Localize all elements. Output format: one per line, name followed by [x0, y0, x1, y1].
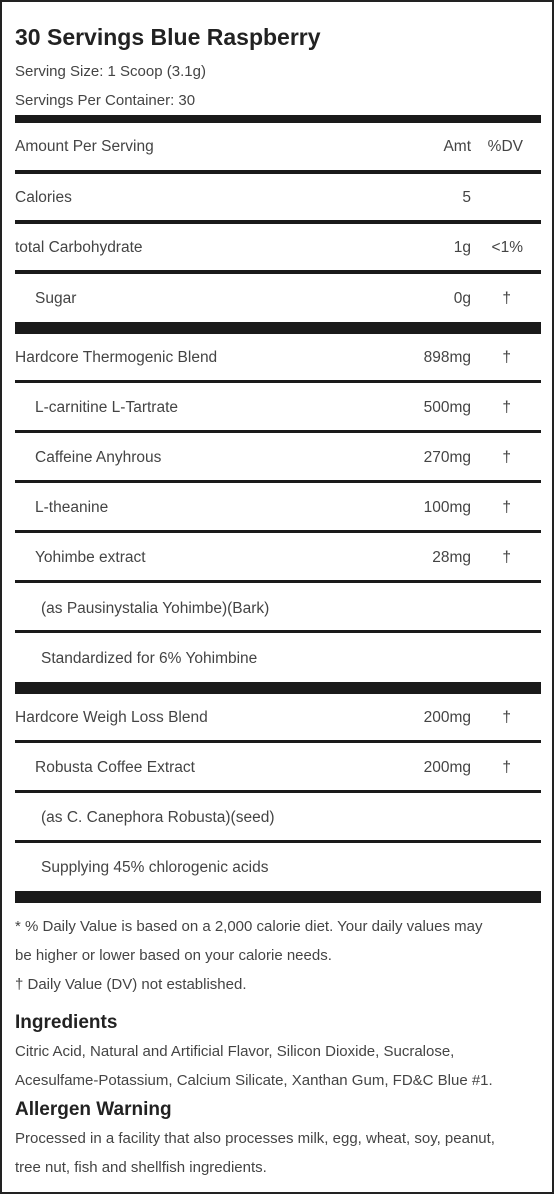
nutrient-amount: 898mg [423, 349, 471, 366]
divider [15, 430, 541, 433]
table-row [15, 189, 541, 211]
table-row [15, 859, 541, 881]
nutrient-amount: 270mg [423, 449, 471, 466]
nutrient-name: Robusta Coffee Extract [35, 759, 195, 776]
divider [15, 630, 541, 633]
amt-column-header: Amt [443, 138, 471, 155]
table-row [15, 290, 541, 312]
nutrient-amount: 5 [462, 189, 471, 206]
nutrient-name: Caffeine Anyhrous [35, 449, 162, 466]
table-row [15, 399, 541, 421]
nutrient-dv: † [502, 449, 511, 466]
nutrient-name: Hardcore Weigh Loss Blend [15, 709, 208, 726]
thick-divider [15, 891, 541, 903]
nutrient-dv: <1% [491, 239, 523, 256]
nutrient-name: Hardcore Thermogenic Blend [15, 349, 218, 366]
table-row [15, 759, 541, 781]
nutrient-name: Standardized for 6% Yohimbine [41, 650, 258, 667]
nutrient-name: Yohimbe extract [35, 549, 146, 566]
divider [15, 530, 541, 533]
table-row [15, 349, 541, 371]
nutrient-name: Sugar [35, 290, 77, 307]
table-row [15, 600, 541, 622]
nutrient-dv: † [502, 349, 511, 366]
nutrient-name: L-carnitine L-Tartrate [35, 399, 179, 416]
nutrient-amount: 500mg [423, 399, 471, 416]
thick-divider [15, 115, 541, 123]
dv-column-header: %DV [487, 138, 523, 155]
table-row [15, 709, 541, 731]
product-title: 30 Servings Blue Raspberry [15, 24, 321, 50]
nutrient-amount: 200mg [423, 709, 471, 726]
nutrient-name: Calories [15, 189, 72, 206]
divider [15, 840, 541, 843]
table-row [15, 650, 541, 672]
thick-divider [15, 682, 541, 694]
ingredients-heading: Ingredients [15, 1012, 118, 1033]
nutrient-dv: † [502, 399, 511, 416]
table-row [15, 549, 541, 571]
nutrient-name: (as Pausinystalia Yohimbe)(Bark) [41, 600, 270, 617]
thick-divider [15, 322, 541, 334]
nutrient-dv: † [502, 709, 511, 726]
amount-per-serving-label: Amount Per Serving [15, 138, 154, 155]
nutrient-name: (as C. Canephora Robusta)(seed) [41, 809, 275, 826]
table-header-row [15, 138, 541, 160]
ingredients-text-cont: Acesulfame-Potassium, Calcium Silicate, Xanthan Gum, FD&C Blue #1. [15, 1072, 493, 1089]
allergen-text-cont: tree nut, fish and shellfish ingredients. [15, 1159, 267, 1176]
nutrient-name: total Carbohydrate [15, 239, 143, 256]
nutrient-name: L-theanine [35, 499, 109, 516]
divider [15, 220, 541, 224]
dagger-footnote: † Daily Value (DV) not established. [15, 976, 247, 993]
serving-size: Serving Size: 1 Scoop (3.1g) [15, 63, 206, 80]
divider [15, 170, 541, 174]
nutrient-name: Supplying 45% chlorogenic acids [41, 859, 269, 876]
divider [15, 580, 541, 583]
nutrient-amount: 0g [453, 290, 471, 307]
ingredients-text: Citric Acid, Natural and Artificial Flavor, Silicon Dioxide, Sucralose, [15, 1043, 455, 1060]
divider [15, 380, 541, 383]
nutrient-amount: 100mg [423, 499, 471, 516]
table-row [15, 449, 541, 471]
nutrient-dv: † [502, 290, 511, 307]
allergen-heading: Allergen Warning [15, 1099, 172, 1120]
daily-value-footnote: * % Daily Value is based on a 2,000 calorie diet. Your daily values may [15, 918, 483, 935]
nutrient-dv: † [502, 549, 511, 566]
divider [15, 790, 541, 793]
nutrient-dv: † [502, 499, 511, 516]
table-row [15, 239, 541, 261]
daily-value-footnote-cont: be higher or lower based on your calorie needs. [15, 947, 332, 964]
divider [15, 480, 541, 483]
divider [15, 270, 541, 274]
allergen-text: Processed in a facility that also processes milk, egg, wheat, soy, peanut, [15, 1130, 495, 1147]
table-row [15, 499, 541, 521]
table-row [15, 809, 541, 831]
nutrient-dv: † [502, 759, 511, 776]
nutrient-amount: 1g [453, 239, 471, 256]
servings-per-container: Servings Per Container: 30 [15, 92, 196, 109]
divider [15, 740, 541, 743]
nutrient-amount: 200mg [423, 759, 471, 776]
nutrient-amount: 28mg [432, 549, 471, 566]
